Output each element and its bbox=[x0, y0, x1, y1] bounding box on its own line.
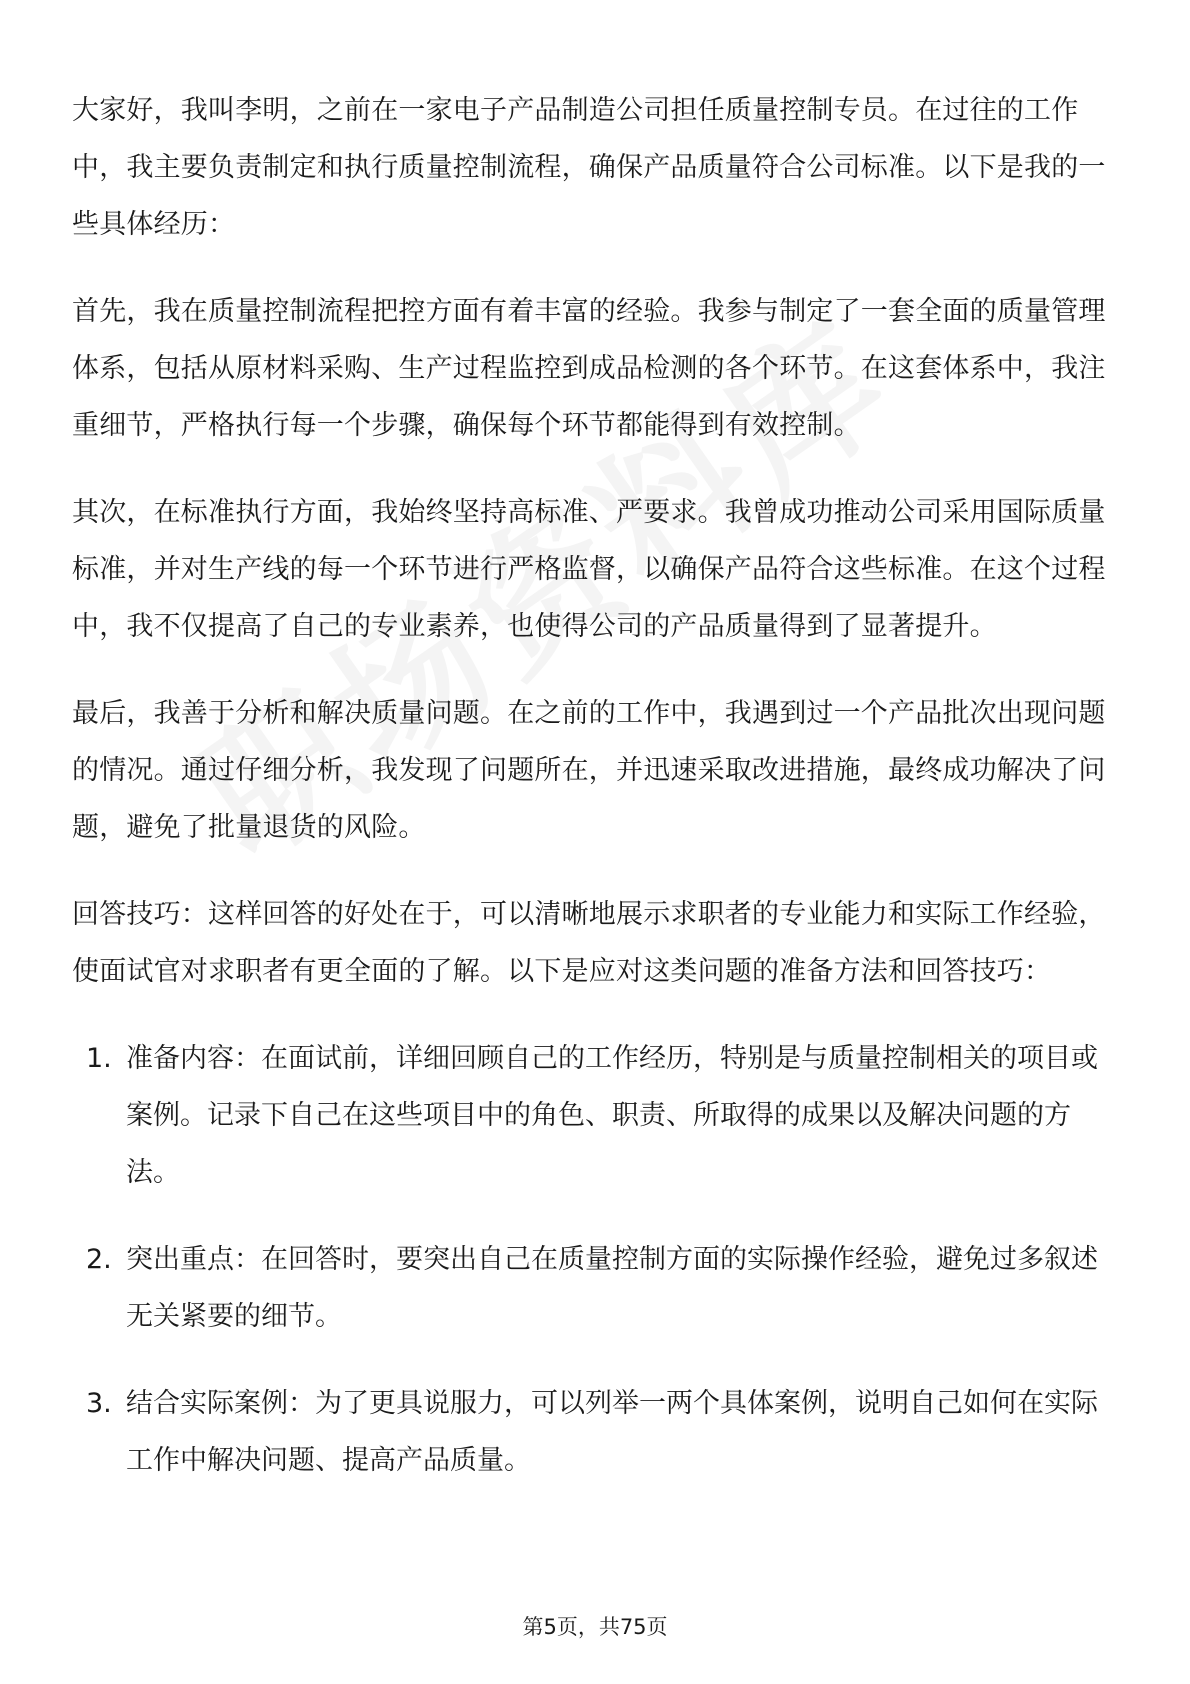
paragraph-last: 最后，我善于分析和解决质量问题。在之前的工作中，我遇到过一个产品批次出现问题的情况。通过仔细分析，我发现了问题所在，并迅速采取改进措施，最终成功解决了问题，避免了批量退货的风险。 bbox=[72, 698, 1106, 843]
list-item bbox=[72, 1375, 1117, 1489]
list-item-text: 准备内容：在面试前，详细回顾自己的工作经历，特别是与质量控制相关的项目或案例。记录下自己在这些项目中的角色、职责、所取得的成果以及解决问题的方法。 bbox=[126, 1043, 1098, 1188]
list-item-number: 1. bbox=[86, 1043, 112, 1074]
list-item-text: 结合实际案例：为了更具说服力，可以列举一两个具体案例，说明自己如何在实际工作中解决问题、提高产品质量。 bbox=[126, 1388, 1098, 1476]
document-body bbox=[72, 82, 1117, 1519]
paragraph-second: 其次，在标准执行方面，我始终坚持高标准、严要求。我曾成功推动公司采用国际质量标准，并对生产线的每一个环节进行严格监督，以确保产品符合这些标准。在这个过程中，我不仅提高了自己的专业素养，也使得公司的产品质量得到了显著提升。 bbox=[72, 497, 1106, 642]
list-item-number: 2. bbox=[86, 1244, 112, 1275]
paragraph-intro: 大家好，我叫李明，之前在一家电子产品制造公司担任质量控制专员。在过往的工作中，我主要负责制定和执行质量控制流程，确保产品质量符合公司标准。以下是我的一些具体经历： bbox=[72, 95, 1106, 240]
list-item-text: 突出重点：在回答时，要突出自己在质量控制方面的实际操作经验，避免过多叙述无关紧要的细节。 bbox=[126, 1244, 1098, 1332]
list-item-number: 3. bbox=[86, 1388, 112, 1419]
tips-list bbox=[72, 1030, 1117, 1489]
page-footer: 第5页，共75页 bbox=[522, 1615, 668, 1639]
list-item bbox=[72, 1030, 1117, 1201]
paragraph-answer-tips: 回答技巧：这样回答的好处在于，可以清晰地展示求职者的专业能力和实际工作经验，使面试官对求职者有更全面的了解。以下是应对这类问题的准备方法和回答技巧： bbox=[72, 899, 1106, 987]
paragraph-first: 首先，我在质量控制流程把控方面有着丰富的经验。我参与制定了一套全面的质量管理体系，包括从原材料采购、生产过程监控到成品检测的各个环节。在这套体系中，我注重细节，严格执行每一个步骤，确保每个环节都能得到有效控制。 bbox=[72, 296, 1106, 441]
list-item bbox=[72, 1231, 1117, 1345]
